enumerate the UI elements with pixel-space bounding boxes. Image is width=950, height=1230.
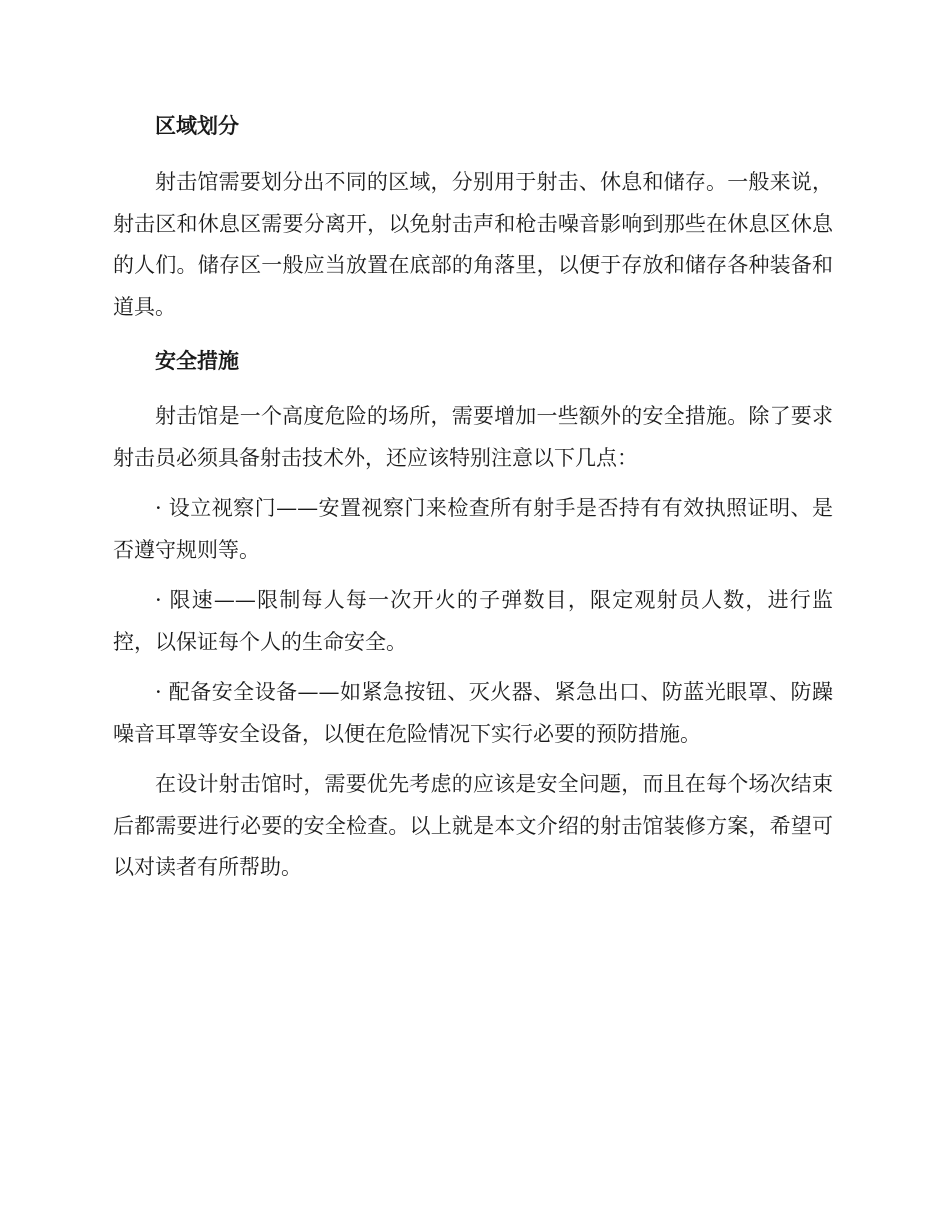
bullet-inspection-door: · 设立视察门——安置视察门来检查所有射手是否持有有效执照证明、是否遵守规则等。	[113, 496, 833, 562]
bullet-safety-equipment: · 配备安全设备——如紧急按钮、灭火器、紧急出口、防蓝光眼罩、防躁噪音耳罩等安全设备，以便在危险情况下实行必要的预防措施。	[113, 680, 833, 746]
section-heading-safety: 安全措施	[155, 349, 239, 373]
bullet-speed-limit: · 限速——限制每人每一次开火的子弹数目，限定观射员人数，进行监控，以保证每个人的生命安全。	[113, 588, 833, 654]
paragraph-conclusion: 在设计射击馆时，需要优先考虑的应该是安全问题，而且在每个场次结束后都需要进行必要的安全检查。以上就是本文介绍的射击馆装修方案，希望可以对读者有所帮助。	[113, 772, 833, 879]
section-heading-zoning: 区域划分	[155, 114, 239, 138]
document-page	[113, 110, 833, 889]
paragraph-safety-intro: 射击馆是一个高度危险的场所，需要增加一些额外的安全措施。除了要求射击员必须具备射击技术外，还应该特别注意以下几点：	[113, 404, 833, 470]
paragraph-zoning: 射击馆需要划分出不同的区域，分别用于射击、休息和储存。一般来说，射击区和休息区需要分离开，以免射击声和枪击噪音影响到那些在休息区休息的人们。储存区一般应当放置在底部的角落里，以便于存放和储存各种装备和道具。	[113, 170, 833, 319]
